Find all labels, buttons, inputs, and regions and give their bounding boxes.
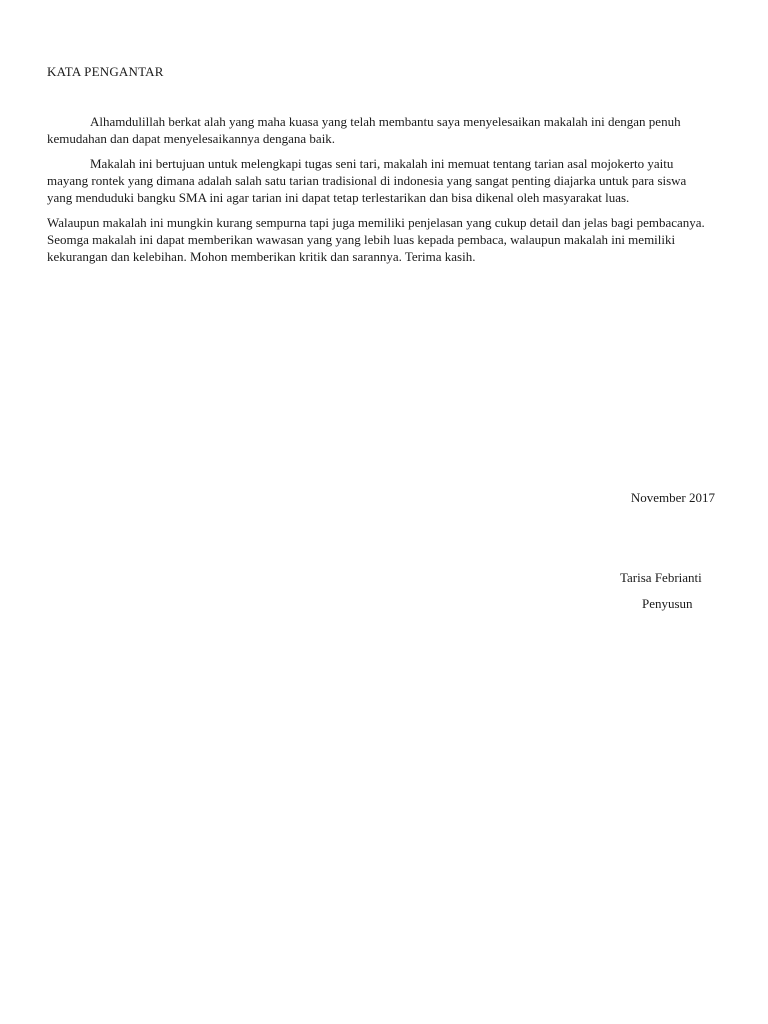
author-role: Penyusun [642, 596, 693, 611]
author-name: Tarisa Febrianti [620, 570, 702, 585]
paragraph-closing: Walaupun makalah ini mungkin kurang sempurna tapi juga memiliki penjelasan yang cukup detail dan jelas bagi pembacanya. Seomga makalah ini dapat memberikan wawasan yang yang lebih luas kepada pembaca, walaupun makalah ini memiliki kekurangan dan kelebihan. Mohon memberikan kritik dan sarannya. Terima kasih. [47, 215, 705, 264]
paragraph-purpose: Makalah ini bertujuan untuk melengkapi tugas seni tari, makalah ini memuat tentang tarian asal mojokerto yaitu mayang rontek yang dimana adalah salah satu tarian tradisional di indonesia yang sangat penting diajarka untuk para siswa yang menduduki bangku SMA ini agar tarian ini dapat tetap terlestarikan dan bisa dikenal oleh masyarakat luas. [47, 156, 687, 205]
paragraph-opening: Alhamdulillah berkat alah yang maha kuasa yang telah membantu saya menyelesaikan makalah ini dengan penuh kemudahan dan dapat menyelesaikannya dengana baik. [47, 114, 681, 146]
document-date: November 2017 [630, 490, 715, 505]
document-body [47, 113, 707, 273]
document-title: KATA PENGANTAR [47, 64, 164, 79]
